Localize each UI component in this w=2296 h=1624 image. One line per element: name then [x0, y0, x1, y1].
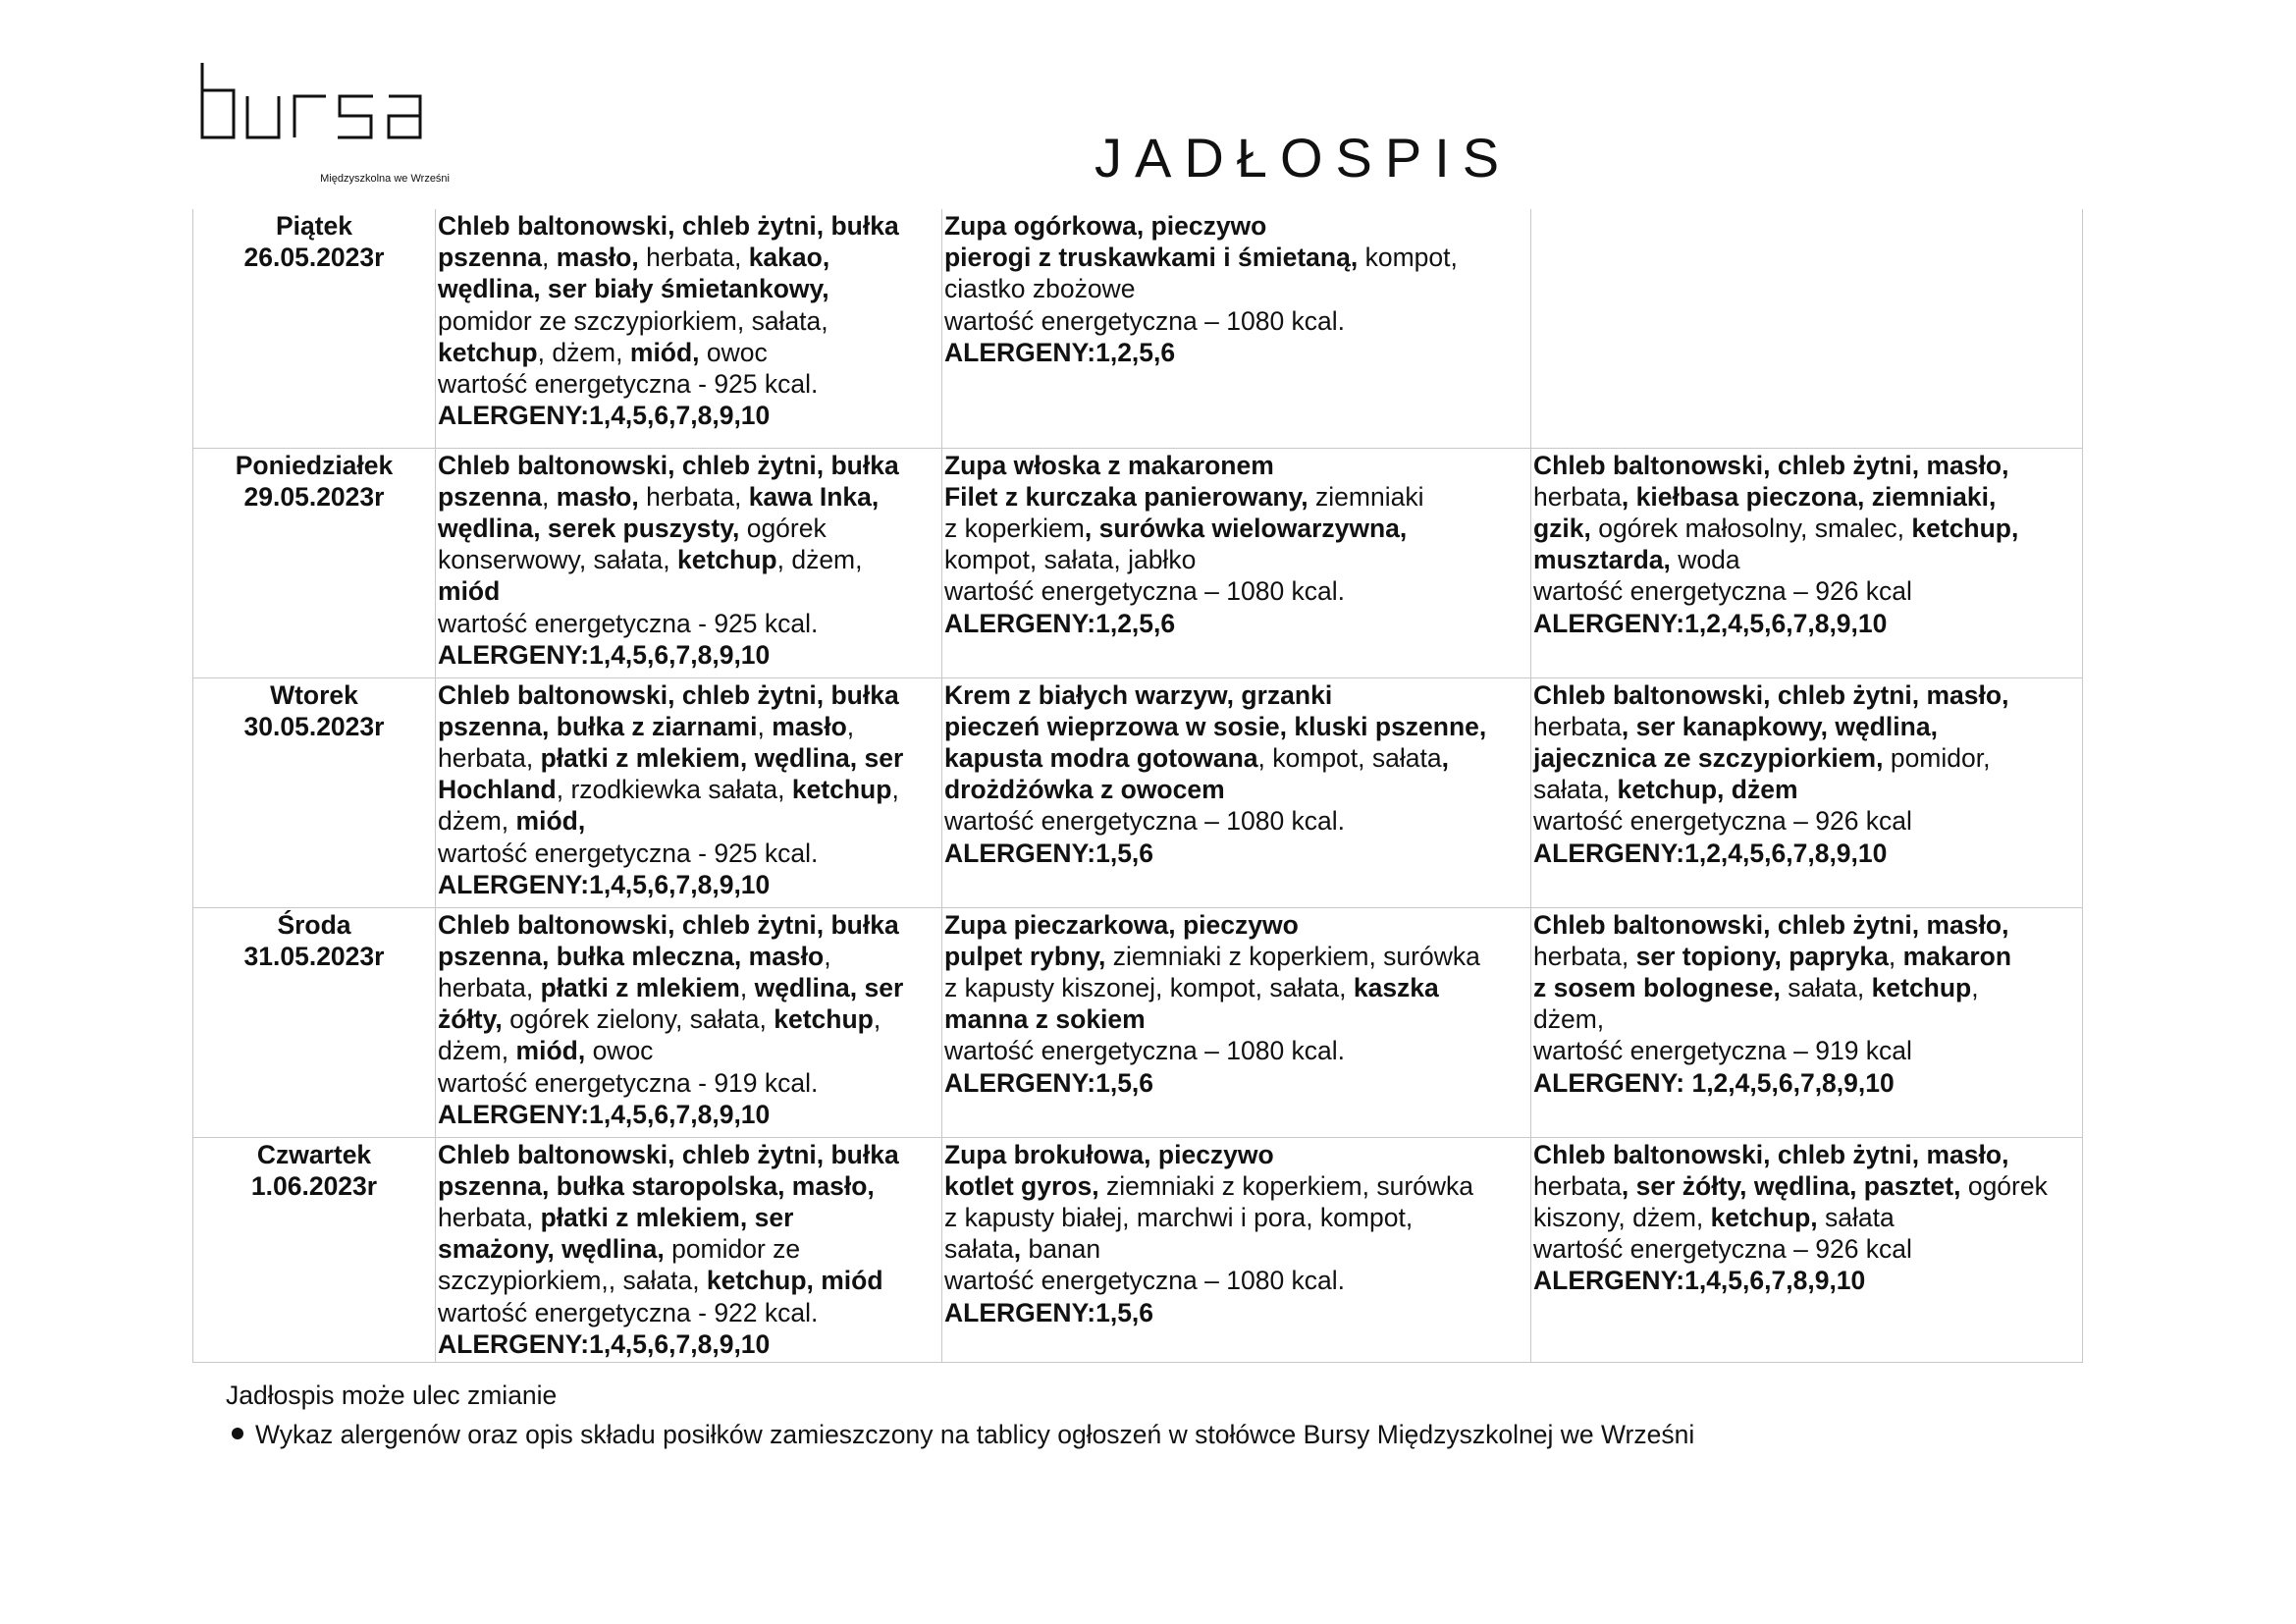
menu-text: Zupa włoska z makaronem — [944, 450, 1274, 480]
menu-text: , dżem, — [537, 337, 630, 367]
breakfast-cell — [436, 677, 942, 907]
day-date: 30.05.2023r — [243, 711, 385, 741]
menu-text: Zupa ogórkowa, pieczywo — [944, 211, 1267, 241]
breakfast-cell — [436, 209, 942, 448]
menu-text: wartość energetyczna - 925 kcal. — [438, 838, 819, 868]
lunch-cell — [942, 448, 1531, 677]
menu-text: wartość energetyczna – 926 kcal — [1533, 576, 1912, 607]
menu-line — [944, 1003, 1530, 1035]
menu-text: ALERGENY: 1,2,4,5,6,7,8,9,10 — [1533, 1067, 1895, 1098]
menu-line — [944, 1035, 1530, 1066]
menu-text: manna z sokiem — [944, 1004, 1146, 1035]
menu-text: wartość energetyczna – 1080 kcal. — [944, 576, 1346, 607]
menu-text: sałata — [944, 1234, 1014, 1265]
day-cell — [193, 209, 436, 448]
day-name: Piątek — [275, 211, 353, 241]
day-date: 29.05.2023r — [243, 481, 385, 512]
menu-line — [944, 242, 1530, 273]
menu-text: ALERGENY:1,4,5,6,7,8,9,10 — [1533, 1266, 1866, 1296]
menu-text: miód, — [629, 337, 700, 367]
menu-text: ALERGENY:1,4,5,6,7,8,9,10 — [438, 1328, 771, 1359]
menu-text: Hochland — [438, 775, 557, 805]
menu-line — [438, 639, 941, 671]
menu-text: ziemniaki z koperkiem, surówka — [1105, 941, 1480, 971]
menu-text: herbata — [1533, 481, 1622, 512]
menu-line — [438, 1202, 941, 1233]
menu-line — [438, 210, 941, 242]
menu-line — [438, 368, 941, 400]
menu-line — [438, 400, 941, 431]
menu-text: ketchup, — [1710, 1202, 1818, 1232]
menu-line — [944, 273, 1530, 304]
menu-line — [438, 972, 941, 1003]
menu-text: pomidor ze szczypiorkiem, sałata, — [438, 305, 828, 336]
menu-line — [944, 838, 1530, 869]
menu-text: wartość energetyczna - 919 kcal. — [438, 1067, 819, 1098]
menu-text: ziemniaki — [1308, 481, 1424, 512]
menu-text: wartość energetyczna – 926 kcal — [1533, 806, 1912, 837]
menu-text: wartość energetyczna - 922 kcal. — [438, 1297, 819, 1327]
menu-table — [192, 209, 2083, 1363]
menu-text: , — [1888, 941, 1903, 971]
menu-text: pszenna, bułka mleczna, masło — [438, 941, 825, 971]
menu-line — [438, 481, 941, 513]
menu-text: ketchup, dżem — [1617, 775, 1798, 805]
menu-text: , — [542, 243, 557, 273]
lunch-cell — [942, 1137, 1531, 1362]
menu-line — [944, 909, 1530, 941]
menu-text: sałata, — [1780, 972, 1872, 1002]
menu-text: szczypiorkiem,, sałata, — [438, 1266, 707, 1296]
menu-text: ketchup, miód — [706, 1266, 883, 1296]
menu-text: wędlina, ser biały śmietankowy, — [438, 274, 829, 304]
menu-text: kiszony, dżem, — [1533, 1202, 1711, 1232]
menu-text: pulpet rybny, — [944, 941, 1106, 971]
dinner-cell — [1531, 448, 2083, 677]
menu-text: , — [846, 711, 855, 741]
menu-text: dżem, — [438, 806, 516, 837]
breakfast-cell — [436, 448, 942, 677]
menu-line — [944, 679, 1530, 711]
menu-line — [438, 711, 941, 742]
menu-text: ALERGENY:1,2,5,6 — [944, 608, 1176, 638]
dinner-cell — [1531, 907, 2083, 1137]
menu-text: z kapusty kiszonej, kompot, sałata, — [944, 972, 1354, 1002]
menu-text: sałata, — [1533, 775, 1618, 805]
menu-line — [438, 305, 941, 337]
allergen-info-text: Wykaz alergenów oraz opis składu posiłków zamieszczony na tablicy ogłoszeń w stołówce Bursy Międzyszkolnej we Wrześni — [255, 1420, 1695, 1449]
menu-text: ALERGENY:1,2,4,5,6,7,8,9,10 — [1533, 838, 1888, 868]
allergen-info-bullet — [232, 1420, 1694, 1450]
menu-line — [438, 1099, 941, 1130]
menu-line — [944, 774, 1530, 805]
menu-text: wartość energetyczna - 925 kcal. — [438, 369, 819, 400]
menu-row — [193, 907, 2083, 1137]
menu-text: ALERGENY:1,4,5,6,7,8,9,10 — [438, 1099, 771, 1129]
menu-line — [438, 805, 941, 837]
menu-line — [1533, 941, 2082, 972]
menu-line — [1533, 1139, 2082, 1170]
menu-text: ALERGENY:1,2,5,6 — [944, 337, 1176, 367]
menu-text: ALERGENY:1,5,6 — [944, 1067, 1154, 1098]
menu-line — [1533, 1202, 2082, 1233]
menu-line — [438, 909, 941, 941]
menu-line — [438, 544, 941, 575]
menu-text: makaron — [1902, 941, 2012, 971]
menu-text: ALERGENY:1,4,5,6,7,8,9,10 — [438, 401, 771, 431]
menu-line — [1533, 838, 2082, 869]
menu-text: , kiełbasa pieczona, ziemniaki, — [1621, 481, 1997, 512]
day-name: Czwartek — [256, 1139, 372, 1169]
menu-line — [944, 941, 1530, 972]
menu-line — [438, 608, 941, 639]
menu-text: pomidor ze — [664, 1234, 801, 1265]
day-cell — [193, 448, 436, 677]
menu-text: , — [1441, 742, 1449, 773]
menu-text: herbata — [1533, 1170, 1622, 1201]
menu-text: kapusta modra gotowana — [944, 742, 1258, 773]
menu-row — [193, 1137, 2083, 1362]
menu-line — [438, 1328, 941, 1360]
menu-text: wędlina, serek puszysty, — [438, 513, 740, 543]
logo-subtitle: Międzyszkolna we Wrześni — [320, 173, 450, 185]
day-cell — [193, 907, 436, 1137]
menu-line — [438, 774, 941, 805]
menu-line — [1533, 972, 2082, 1003]
menu-line — [944, 972, 1530, 1003]
menu-line — [944, 337, 1530, 368]
menu-text: wędlina, ser — [754, 972, 904, 1002]
menu-text: pszenna, bułka z ziarnami — [438, 711, 758, 741]
menu-text: kakao, — [748, 243, 830, 273]
menu-text: ogórek małosolny, smalec, — [1590, 513, 1912, 543]
menu-change-note: Jadłospis może ulec zmianie — [226, 1380, 558, 1410]
menu-line — [944, 575, 1530, 607]
menu-line — [438, 742, 941, 774]
menu-text: ketchup — [1871, 972, 1972, 1002]
menu-text: kawa Inka, — [748, 481, 880, 512]
menu-text: płatki z mlekiem, wędlina, ser — [540, 742, 904, 773]
lunch-cell — [942, 209, 1531, 448]
menu-text: , dżem, — [776, 545, 863, 575]
day-cell — [193, 677, 436, 907]
menu-text: , surówka wielowarzywna, — [1084, 513, 1408, 543]
menu-line — [944, 544, 1530, 575]
lunch-cell — [942, 907, 1531, 1137]
menu-line — [944, 711, 1530, 742]
menu-line — [944, 1202, 1530, 1233]
menu-text: miód, — [515, 1036, 586, 1066]
menu-line — [1533, 513, 2082, 544]
menu-text: wartość energetyczna – 1080 kcal. — [944, 1266, 1346, 1296]
menu-text: , — [739, 972, 755, 1002]
menu-line — [1533, 1233, 2082, 1265]
menu-text: owoc — [585, 1036, 654, 1066]
menu-text: ketchup — [677, 545, 777, 575]
menu-text: , — [1013, 1234, 1022, 1265]
menu-line — [944, 608, 1530, 639]
menu-line — [944, 1067, 1530, 1099]
menu-line — [438, 838, 941, 869]
menu-text: herbata — [1533, 711, 1622, 741]
menu-text: ser topiony, papryka — [1635, 941, 1889, 971]
menu-text: ketchup — [438, 337, 538, 367]
day-date: 31.05.2023r — [243, 941, 385, 971]
menu-line — [1533, 1067, 2082, 1099]
menu-line — [438, 1170, 941, 1202]
menu-text: Chleb baltonowski, chleb żytni, bułka — [438, 1139, 899, 1169]
menu-text: żółty, — [438, 1004, 503, 1035]
menu-text: masło, — [556, 243, 639, 273]
menu-text: musztarda, — [1533, 545, 1671, 575]
menu-text: herbata, — [1533, 941, 1636, 971]
menu-text: herbata, — [638, 243, 749, 273]
page-title: JADŁOSPIS — [1095, 127, 1513, 189]
menu-text: Zupa pieczarkowa, pieczywo — [944, 909, 1299, 940]
menu-text: sałata — [1817, 1202, 1895, 1232]
menu-text: kotlet gyros, — [944, 1170, 1099, 1201]
menu-text: wartość energetyczna – 919 kcal — [1533, 1036, 1912, 1066]
menu-text: ogórek zielony, sałata, — [502, 1004, 774, 1035]
menu-text: dżem, — [438, 1036, 516, 1066]
menu-text: ALERGENY:1,4,5,6,7,8,9,10 — [438, 869, 771, 899]
breakfast-cell — [436, 907, 942, 1137]
menu-line — [1533, 679, 2082, 711]
menu-line — [944, 1265, 1530, 1296]
menu-text: z sosem bolognese, — [1533, 972, 1781, 1002]
menu-text: ogórek — [1960, 1170, 2048, 1201]
menu-text: Chleb baltonowski, chleb żytni, masło, — [1533, 450, 2009, 480]
menu-text: ALERGENY:1,5,6 — [944, 838, 1154, 868]
menu-text: , ser żółty, wędlina, pasztet, — [1621, 1170, 1961, 1201]
menu-text: drożdżówka z owocem — [944, 775, 1225, 805]
menu-text: wartość energetyczna - 925 kcal. — [438, 608, 819, 638]
menu-line — [1533, 544, 2082, 575]
menu-text: , — [757, 711, 773, 741]
menu-line — [438, 679, 941, 711]
menu-text: płatki z mlekiem — [540, 972, 740, 1002]
menu-line — [438, 1265, 941, 1296]
menu-line — [438, 273, 941, 304]
bursa-logo — [196, 61, 452, 189]
menu-text: Filet z kurczaka panierowany, — [944, 481, 1308, 512]
menu-line — [438, 513, 941, 544]
menu-text: , ser kanapkowy, wędlina, — [1621, 711, 1938, 741]
menu-text: miód — [438, 576, 501, 607]
menu-text: , — [824, 941, 831, 971]
menu-text: herbata, — [438, 742, 541, 773]
menu-text: ketchup, — [1911, 513, 2019, 543]
menu-row — [193, 677, 2083, 907]
menu-text: wartość energetyczna – 1080 kcal. — [944, 1036, 1346, 1066]
menu-text: wartość energetyczna – 926 kcal — [1533, 1234, 1912, 1265]
menu-text: Chleb baltonowski, chleb żytni, bułka — [438, 909, 899, 940]
dinner-cell — [1531, 677, 2083, 907]
menu-text: pierogi z truskawkami i śmietaną, — [944, 243, 1359, 273]
menu-line — [438, 1035, 941, 1066]
menu-line — [944, 305, 1530, 337]
day-date: 26.05.2023r — [243, 243, 385, 273]
menu-line — [438, 1233, 941, 1265]
menu-text: , — [891, 775, 899, 805]
menu-text: masło — [772, 711, 847, 741]
menu-text: herbata, — [438, 972, 541, 1002]
day-name: Poniedziałek — [235, 450, 394, 480]
menu-line — [944, 805, 1530, 837]
menu-line — [438, 1067, 941, 1099]
menu-text: kompot, — [1358, 243, 1458, 273]
menu-line — [438, 869, 941, 900]
menu-line — [944, 481, 1530, 513]
menu-text: woda — [1670, 545, 1740, 575]
menu-line — [944, 1297, 1530, 1328]
dinner-cell — [1531, 1137, 2083, 1362]
menu-line — [1533, 1035, 2082, 1066]
day-name: Wtorek — [270, 679, 358, 710]
menu-text: wartość energetyczna – 1080 kcal. — [944, 806, 1346, 837]
menu-line — [1533, 774, 2082, 805]
menu-text: herbata, — [438, 1202, 541, 1232]
menu-text: kaszka — [1353, 972, 1439, 1002]
menu-text: pszenna — [438, 481, 543, 512]
menu-text: dżem, — [1533, 1004, 1605, 1035]
menu-text: owoc — [699, 337, 768, 367]
menu-line — [1533, 711, 2082, 742]
menu-line — [1533, 575, 2082, 607]
menu-row — [193, 209, 2083, 448]
breakfast-cell — [436, 1137, 942, 1362]
menu-text: Krem z białych warzyw, grzanki — [944, 679, 1333, 710]
bullet-icon — [232, 1428, 243, 1439]
menu-line — [1533, 909, 2082, 941]
menu-line — [1533, 450, 2082, 481]
menu-line — [944, 1233, 1530, 1265]
menu-text: , — [873, 1004, 881, 1035]
menu-line — [438, 1003, 941, 1035]
menu-line — [438, 242, 941, 273]
menu-line — [944, 742, 1530, 774]
menu-text: ziemniaki z koperkiem, surówka — [1098, 1170, 1474, 1201]
menu-line — [1533, 1265, 2082, 1296]
menu-text: płatki z mlekiem, ser — [540, 1202, 794, 1232]
menu-line — [1533, 608, 2082, 639]
menu-line — [1533, 1170, 2082, 1202]
menu-text: banan — [1021, 1234, 1101, 1265]
menu-text: ketchup — [774, 1004, 874, 1035]
menu-line — [944, 1139, 1530, 1170]
menu-text: gzik, — [1533, 513, 1591, 543]
menu-line — [1533, 1003, 2082, 1035]
menu-line — [1533, 805, 2082, 837]
menu-text: z kapusty białej, marchwi i pora, kompot, — [944, 1202, 1414, 1232]
menu-line — [438, 337, 941, 368]
menu-text: Chleb baltonowski, chleb żytni, masło, — [1533, 1139, 2009, 1169]
menu-text: ALERGENY:1,2,4,5,6,7,8,9,10 — [1533, 608, 1888, 638]
menu-line — [438, 575, 941, 607]
menu-text: ALERGENY:1,4,5,6,7,8,9,10 — [438, 639, 771, 670]
menu-line — [944, 513, 1530, 544]
menu-line — [944, 1170, 1530, 1202]
menu-text: , — [1971, 972, 1979, 1002]
menu-text: , rzodkiewka sałata, — [556, 775, 792, 805]
menu-text: konserwowy, sałata, — [438, 545, 677, 575]
menu-text: Chleb baltonowski, chleb żytni, bułka — [438, 211, 899, 241]
menu-text: ogórek — [739, 513, 827, 543]
menu-row — [193, 448, 2083, 677]
menu-text: Zupa brokułowa, pieczywo — [944, 1139, 1274, 1169]
menu-text: kompot, sałata, jabłko — [944, 545, 1197, 575]
menu-text: masło, — [556, 481, 639, 512]
menu-text: pieczeń wieprzowa w sosie, kluski pszenne, — [944, 711, 1487, 741]
day-date: 1.06.2023r — [250, 1170, 378, 1201]
menu-text: ciastko zbożowe — [944, 274, 1136, 304]
menu-text: , kompot, sałata — [1257, 742, 1442, 773]
menu-text: jajecznica ze szczypiorkiem, — [1533, 742, 1884, 773]
menu-line — [1533, 481, 2082, 513]
menu-text: Chleb baltonowski, chleb żytni, bułka — [438, 450, 899, 480]
menu-line — [1533, 742, 2082, 774]
menu-text: ALERGENY:1,5,6 — [944, 1297, 1154, 1327]
day-cell — [193, 1137, 436, 1362]
menu-text: pszenna, bułka staropolska, masło, — [438, 1170, 875, 1201]
day-name: Środa — [277, 909, 351, 940]
menu-text: , — [542, 481, 557, 512]
dinner-cell — [1531, 209, 2083, 448]
menu-line — [438, 450, 941, 481]
menu-text: ketchup — [791, 775, 892, 805]
menu-text: herbata, — [638, 481, 749, 512]
menu-text: pomidor, — [1883, 742, 1991, 773]
menu-line — [438, 941, 941, 972]
menu-text: Chleb baltonowski, chleb żytni, masło, — [1533, 679, 2009, 710]
menu-line — [944, 450, 1530, 481]
menu-line — [438, 1139, 941, 1170]
menu-text: miód, — [515, 806, 586, 837]
menu-text: pszenna — [438, 243, 543, 273]
menu-text: wartość energetyczna – 1080 kcal. — [944, 305, 1346, 336]
menu-text: Chleb baltonowski, chleb żytni, masło, — [1533, 909, 2009, 940]
menu-line — [438, 1297, 941, 1328]
lunch-cell — [942, 677, 1531, 907]
menu-line — [944, 210, 1530, 242]
menu-text: smażony, wędlina, — [438, 1234, 665, 1265]
menu-text: z koperkiem — [944, 513, 1085, 543]
menu-text: Chleb baltonowski, chleb żytni, bułka — [438, 679, 899, 710]
